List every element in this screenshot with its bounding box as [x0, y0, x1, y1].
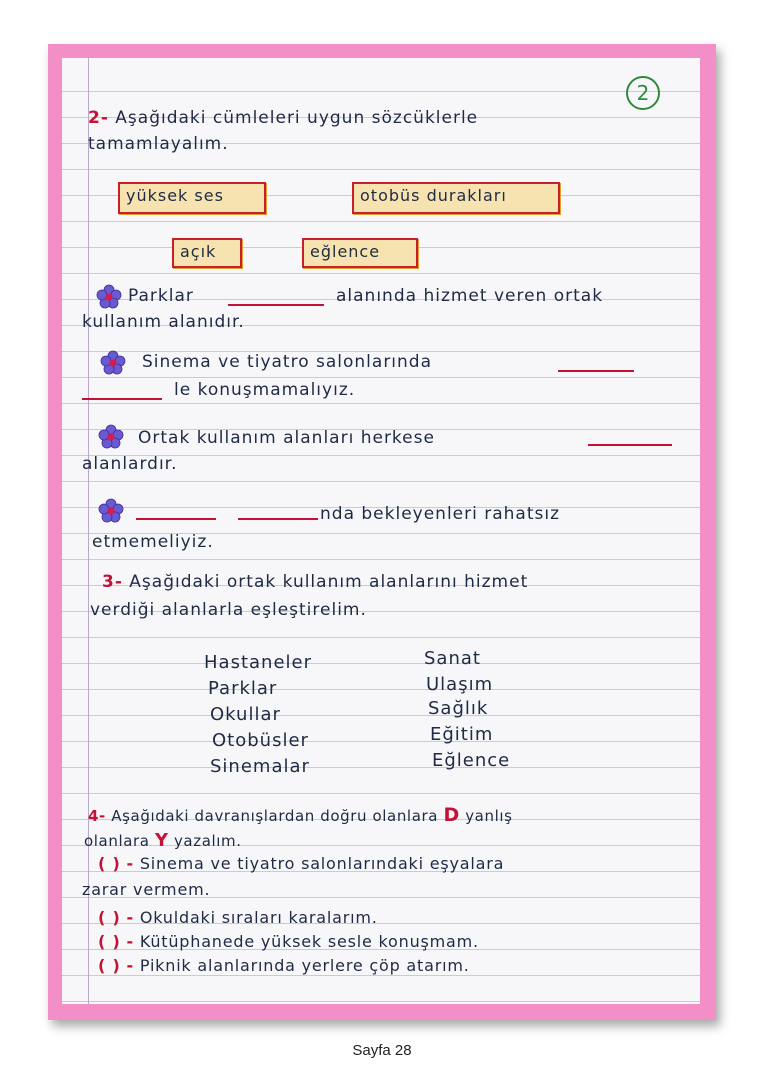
answer-dash: - — [126, 932, 134, 951]
q4-item-0-cont: zarar vermem. — [82, 880, 211, 899]
q4-instruction-d: yazalım. — [173, 832, 242, 850]
blank-line — [558, 370, 634, 372]
q2-number: 2- — [88, 108, 109, 128]
answer-paren: ( ) — [98, 956, 121, 975]
q4-instruction-c: olanlara — [84, 832, 150, 850]
page-footer: Sayfa 28 — [352, 1042, 412, 1059]
q4-instruction-a: Aşağıdaki davranışlardan doğru olanlara — [111, 807, 439, 825]
word-box-acik: açık — [172, 238, 242, 268]
s2-line1: Sinema ve tiyatro salonlarında — [142, 352, 433, 372]
q4-item-text: Piknik alanlarında yerlere çöp atarım. — [139, 956, 470, 975]
s3-line1: Ortak kullanım alanları herkese — [138, 428, 435, 448]
q3-header — [102, 572, 528, 592]
answer-paren: ( ) — [98, 908, 121, 927]
match-right-4: Eğlence — [432, 750, 511, 771]
q4-item-3 — [98, 956, 470, 975]
q4-letter-y: Y — [154, 830, 169, 851]
page-number-circle: 2 — [626, 76, 660, 110]
q4-item-2 — [98, 932, 479, 951]
q2-header — [88, 108, 478, 128]
answer-dash: - — [126, 908, 134, 927]
blank-line — [136, 518, 216, 520]
blank-line — [82, 398, 162, 400]
q4-item-0 — [98, 854, 504, 873]
word-box-yuksek-ses: yüksek ses — [118, 182, 266, 214]
blank-line — [588, 444, 672, 446]
answer-dash: - — [126, 854, 134, 873]
s4-line2: etmemeliyiz. — [92, 532, 214, 552]
match-left-1: Parklar — [208, 678, 278, 699]
q3-number: 3- — [102, 572, 123, 592]
q4-number: 4- — [88, 807, 106, 825]
q4-item-text: Kütüphanede yüksek sesle konuşmam. — [139, 932, 479, 951]
pink-frame — [48, 44, 716, 1020]
q4-letter-d: D — [443, 804, 460, 826]
flower-icon — [98, 424, 124, 450]
s2-line2: le konuşmamalıyız. — [174, 380, 356, 400]
flower-icon — [100, 350, 126, 376]
s3-line2: alanlardır. — [82, 454, 178, 474]
s4-mid: nda bekleyenleri rahatsız — [320, 504, 561, 524]
blank-line — [228, 304, 324, 306]
q4-item-text: Sinema ve tiyatro salonlarındaki eşyalara — [139, 854, 505, 873]
match-right-1: Ulaşım — [426, 674, 494, 695]
match-left-4: Sinemalar — [210, 756, 310, 777]
q4-item-1 — [98, 908, 378, 927]
answer-dash: - — [126, 956, 134, 975]
blank-line — [238, 518, 318, 520]
match-right-2: Sağlık — [428, 698, 489, 719]
word-box-eglence: eğlence — [302, 238, 418, 268]
notebook-page — [62, 58, 700, 1004]
s1-line2: kullanım alanıdır. — [82, 312, 245, 332]
q3-instruction-line1: Aşağıdaki ortak kullanım alanlarını hizmet — [129, 572, 529, 592]
q4-header — [88, 804, 513, 826]
match-left-3: Otobüsler — [212, 730, 309, 751]
flower-icon — [96, 284, 122, 310]
match-right-3: Eğitim — [430, 724, 494, 745]
q2-instruction-line1: Aşağıdaki cümleleri uygun sözcüklerle — [115, 108, 479, 128]
q4-header-line2 — [84, 830, 242, 851]
s1-before: Parklar — [128, 286, 194, 306]
q4-instruction-b: yanlış — [465, 807, 513, 825]
margin-line — [88, 58, 89, 1004]
match-left-2: Okullar — [210, 704, 281, 725]
word-box-otobus-duraklari: otobüs durakları — [352, 182, 560, 214]
s1-after: alanında hizmet veren ortak — [336, 286, 604, 306]
match-right-0: Sanat — [424, 648, 481, 669]
q2-instruction-line2: tamamlayalım. — [88, 134, 229, 154]
answer-paren: ( ) — [98, 854, 121, 873]
q3-instruction-line2: verdiği alanlarla eşleştirelim. — [90, 600, 367, 620]
q4-item-text: Okuldaki sıraları karalarım. — [139, 908, 378, 927]
answer-paren: ( ) — [98, 932, 121, 951]
flower-icon — [98, 498, 124, 524]
match-left-0: Hastaneler — [204, 652, 312, 673]
